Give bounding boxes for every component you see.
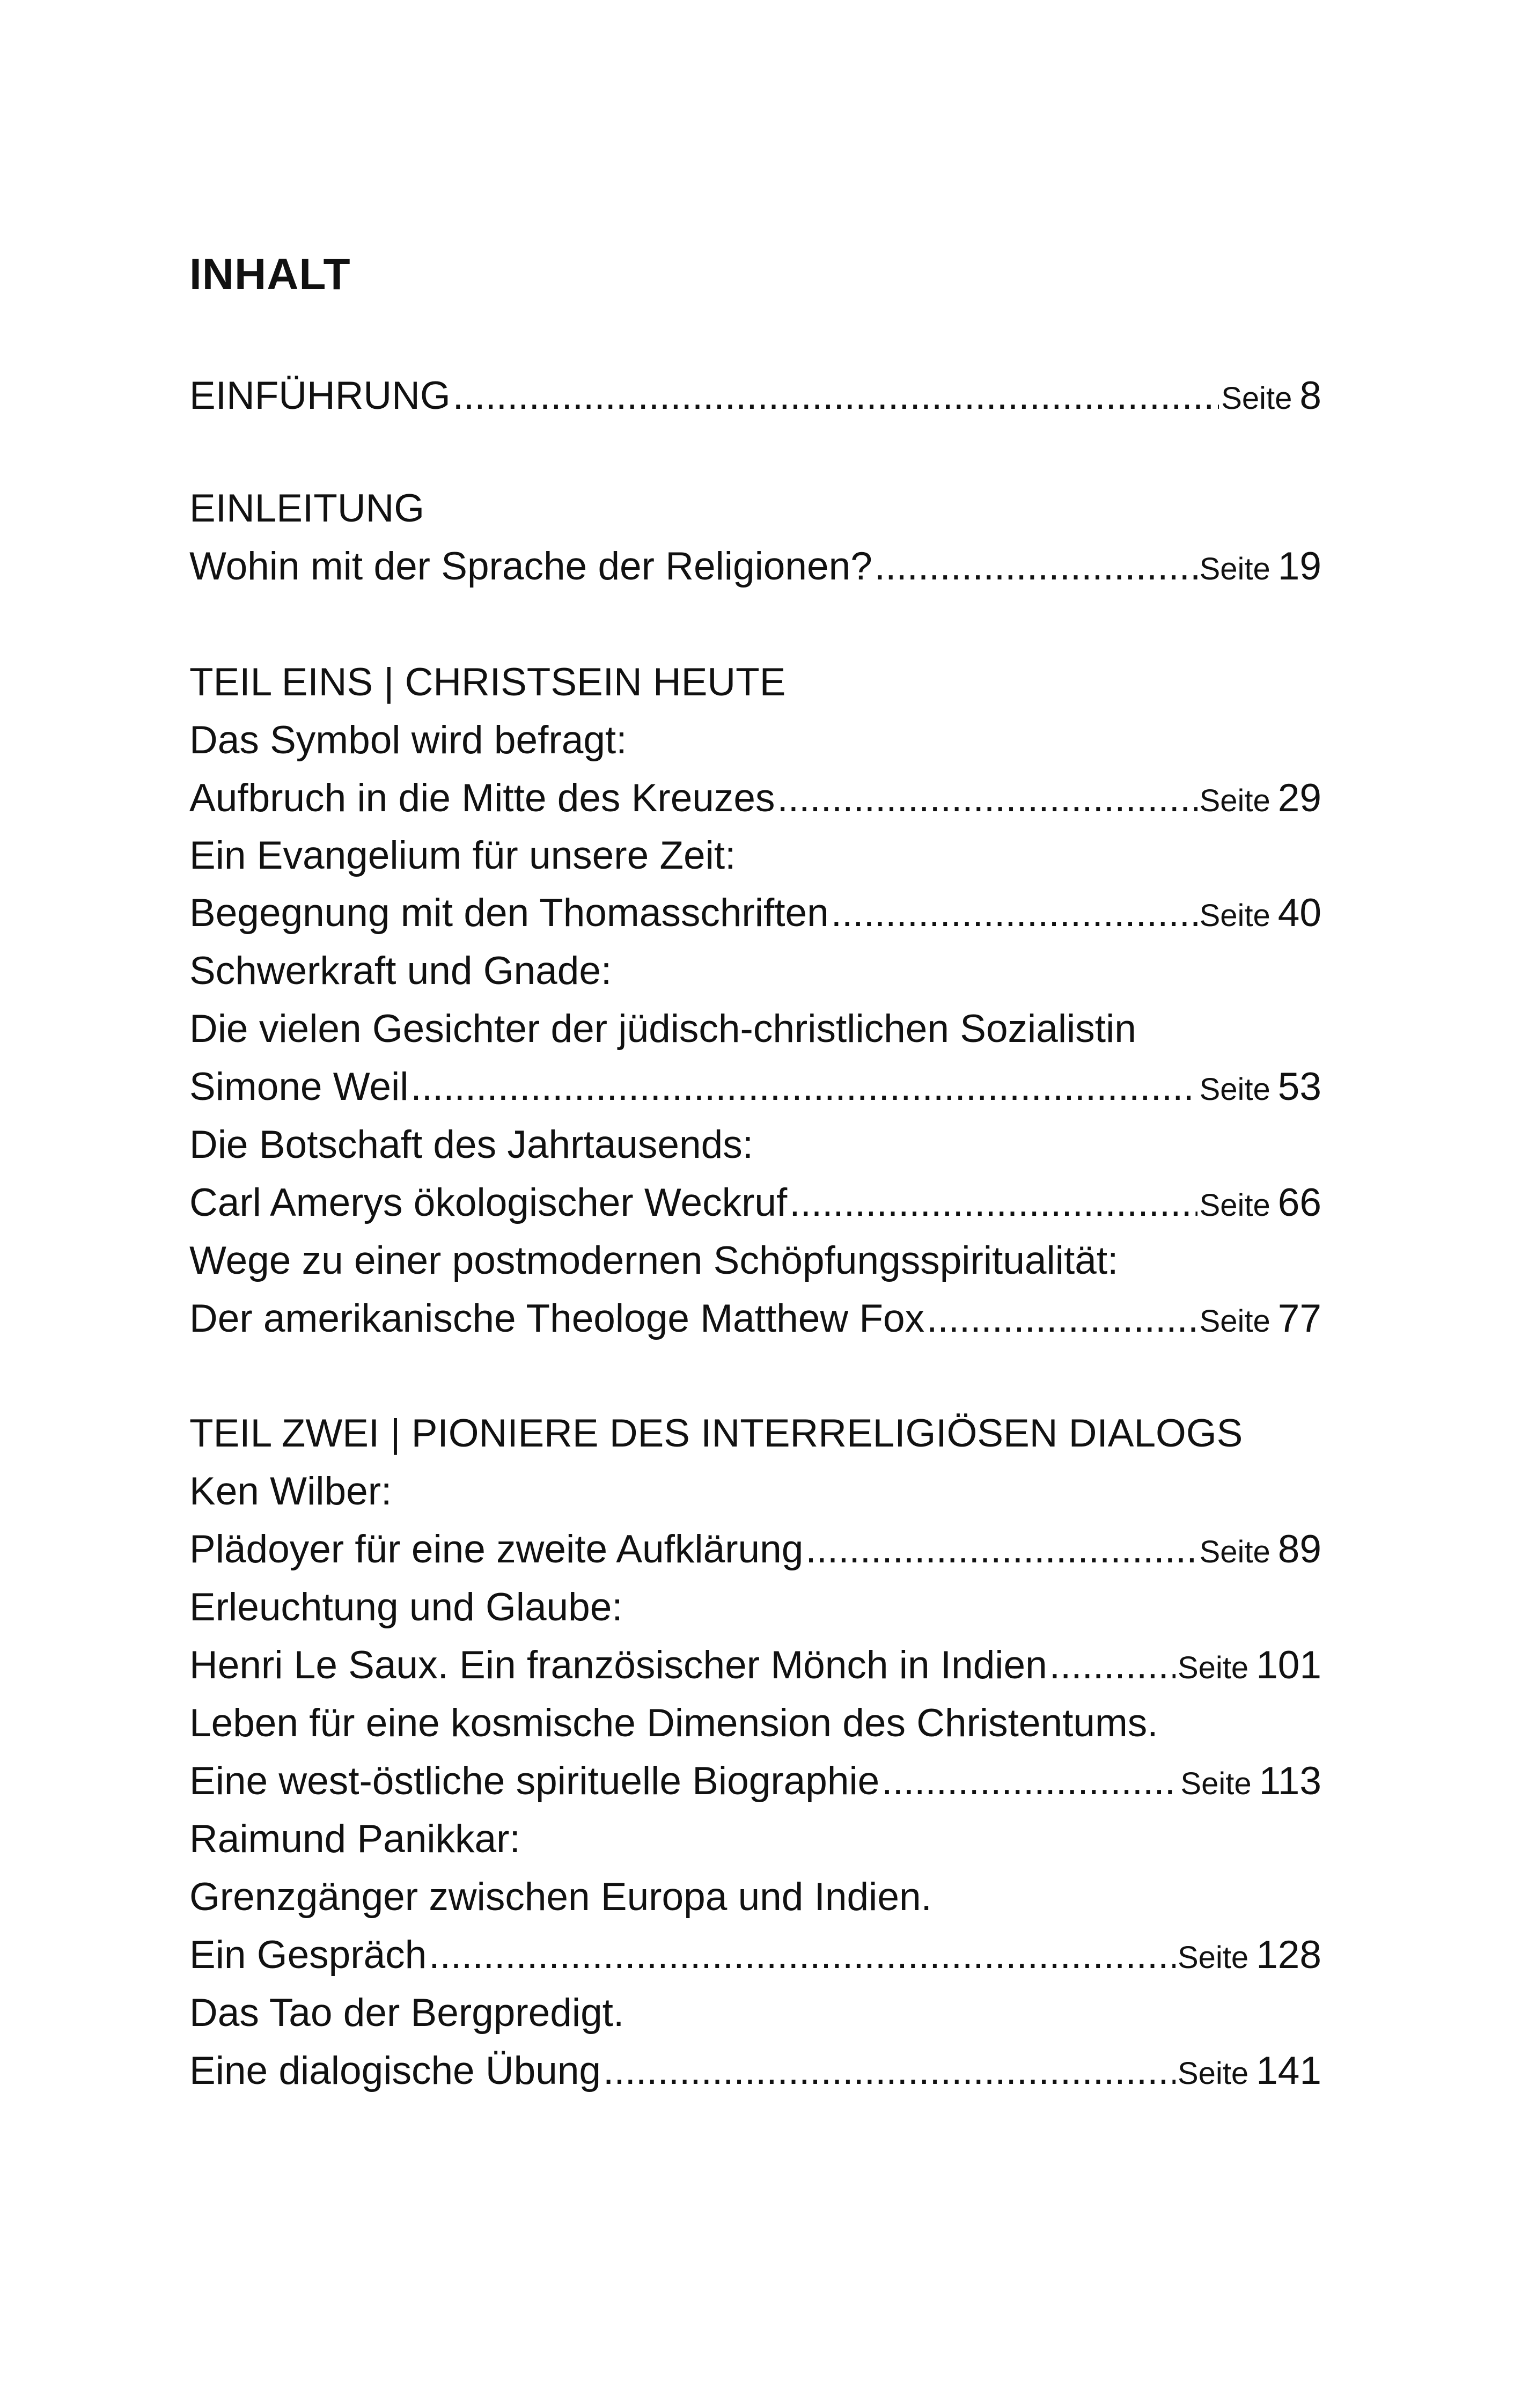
dot-leader	[789, 1176, 1197, 1230]
section-heading-teil-zwei: TEIL ZWEI | PIONIERE DES INTERRELIGIÖSEN DIALOGS	[189, 1412, 1243, 1455]
page-number: 77	[1277, 1297, 1321, 1340]
page-label: Seite	[1177, 1650, 1249, 1685]
toc-entry-title: Simone Weil	[189, 1065, 409, 1108]
dot-leader	[410, 1060, 1197, 1114]
dot-leader	[1049, 1639, 1175, 1692]
toc-entry	[189, 886, 1321, 940]
dot-leader	[831, 886, 1197, 940]
section-heading-einleitung: EINLEITUNG	[189, 487, 425, 530]
page-number: 66	[1277, 1181, 1321, 1224]
page-number: 53	[1277, 1065, 1321, 1108]
page-number: 113	[1259, 1759, 1321, 1803]
toc-entry	[189, 1928, 1321, 1982]
page-label: Seite	[1199, 552, 1270, 586]
page-number: 141	[1256, 2049, 1321, 2093]
page-number: 8	[1299, 374, 1321, 417]
toc-heading: INHALT	[189, 250, 351, 299]
toc-entry-title: Der amerikanische Theologe Matthew Fox	[189, 1297, 925, 1340]
page-label: Seite	[1177, 1940, 1249, 1975]
page-label: Seite	[1199, 1188, 1270, 1223]
toc-entry-title: Ein Gespräch	[189, 1933, 427, 1977]
page-label: Seite	[1199, 898, 1270, 933]
page-label: Seite	[1221, 381, 1292, 416]
page-label: Seite	[1199, 783, 1270, 818]
toc-entry	[189, 772, 1321, 825]
toc-entry-subtitle: Das Symbol wird befragt:	[189, 718, 627, 762]
dot-leader	[875, 540, 1197, 593]
toc-entry-subtitle: Schwerkraft und Gnade:	[189, 949, 612, 993]
dot-leader	[927, 1292, 1197, 1346]
toc-entry-subtitle: Das Tao der Bergpredigt.	[189, 1991, 624, 2035]
toc-entry-subtitle: Ein Evangelium für unsere Zeit:	[189, 834, 736, 877]
page-label: Seite	[1199, 1304, 1270, 1339]
toc-entry-title: Carl Amerys ökologischer Weckruf	[189, 1181, 788, 1224]
toc-entry-einfuehrung	[189, 369, 1321, 423]
page-label: Seite	[1199, 1072, 1270, 1107]
dot-leader	[603, 2044, 1175, 2098]
toc-entry-title: Wohin mit der Sprache der Religionen?	[189, 545, 872, 588]
toc-entry-title: Begegnung mit den Thomasschriften	[189, 891, 829, 935]
toc-entry	[189, 1754, 1321, 1808]
toc-entry	[189, 1292, 1321, 1346]
toc-entry-subtitle: Wege zu einer postmodernen Schöpfungsspiritualität:	[189, 1239, 1119, 1282]
toc-entry-title: Aufbruch in die Mitte des Kreuzes	[189, 776, 775, 820]
toc-entry	[189, 1060, 1321, 1114]
toc-entry	[189, 1176, 1321, 1230]
page-number: 40	[1277, 891, 1321, 935]
toc-entry-einleitung	[189, 540, 1321, 593]
page-number: 29	[1277, 776, 1321, 820]
page-number: 19	[1277, 545, 1321, 588]
page-label: Seite	[1177, 2056, 1249, 2091]
toc-entry-subtitle: Leben für eine kosmische Dimension des Christentums.	[189, 1701, 1158, 1745]
dot-leader	[429, 1928, 1175, 1982]
toc-entry	[189, 2044, 1321, 2098]
toc-entry-title: Eine dialogische Übung	[189, 2049, 601, 2093]
dot-leader	[777, 772, 1197, 825]
toc-entry-subtitle: Die Botschaft des Jahrtausends:	[189, 1123, 753, 1166]
toc-entry-title: Plädoyer für eine zweite Aufklärung	[189, 1528, 804, 1571]
page-label: Seite	[1199, 1535, 1270, 1569]
section-heading-teil-eins: TEIL EINS | CHRISTSEIN HEUTE	[189, 660, 786, 704]
dot-leader	[881, 1754, 1178, 1808]
toc-entry-title: Eine west-östliche spirituelle Biographie	[189, 1759, 880, 1803]
page-label: Seite	[1180, 1766, 1252, 1801]
toc-entry-subtitle: Ken Wilber:	[189, 1470, 392, 1513]
toc-entry-title: EINFÜHRUNG	[189, 374, 451, 417]
page-number: 89	[1277, 1528, 1321, 1571]
toc-entry-subtitle: Raimund Panikkar:	[189, 1817, 520, 1861]
dot-leader	[805, 1523, 1197, 1576]
toc-entry-subtitle: Die vielen Gesichter der jüdisch-christlichen Sozialistin	[189, 1007, 1136, 1051]
toc-entry-subtitle: Erleuchtung und Glaube:	[189, 1585, 623, 1629]
toc-entry	[189, 1639, 1321, 1692]
page-number: 128	[1256, 1933, 1321, 1977]
toc-entry	[189, 1523, 1321, 1576]
dot-leader	[453, 369, 1219, 423]
page-number: 101	[1256, 1643, 1321, 1687]
toc-entry-title: Henri Le Saux. Ein französischer Mönch in Indien	[189, 1643, 1047, 1687]
toc-entry-subtitle: Grenzgänger zwischen Europa und Indien.	[189, 1875, 932, 1919]
